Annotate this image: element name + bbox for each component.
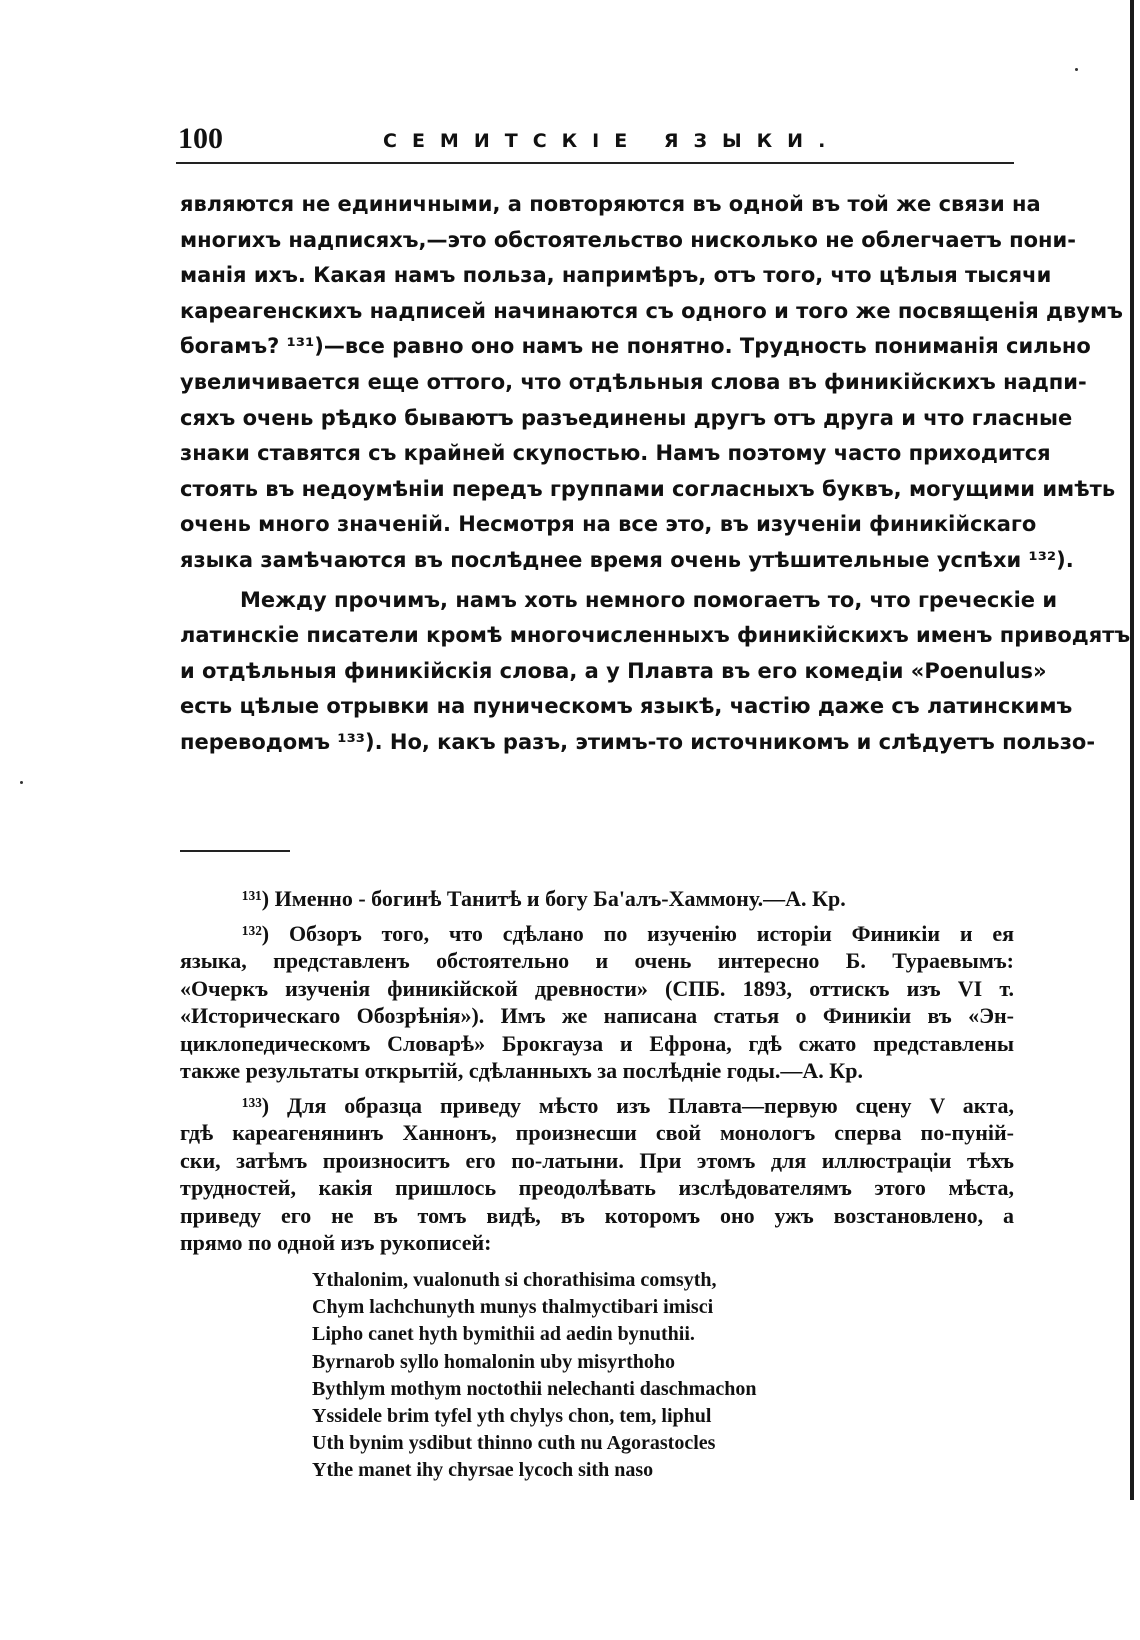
text-line: очень много значеній. Несмотря на все это, въ изученіи финикійскаго	[180, 512, 1037, 537]
text-line: манія ихъ. Какая намъ польза, напримѣръ, отъ того, что цѣлыя тысячи	[180, 263, 1052, 288]
text-line: богамъ? ¹³¹)—все равно оно намъ не понятно. Трудность пониманія сильно	[180, 334, 1091, 359]
page-header	[178, 122, 1008, 162]
text-line: Между прочимъ, намъ хоть немного помогаетъ то, что греческіе и	[240, 587, 1058, 612]
latin-line: Chym lachchunyth munys thalmyctibari imisci	[312, 1296, 714, 1319]
latin-line: Bythlym mothym noctothii nelechanti daschmachon	[312, 1377, 757, 1400]
footnote-line: языка, представленъ обстоятельно и очень интересно Б. Тураевымъ:	[180, 948, 1014, 973]
text-line: кареагенскихъ надписей начинаются съ одного и того же посвященія двумъ	[180, 298, 1123, 323]
footnote-131: ¹³¹) Именно - богинѣ Танитѣ и богу Ба'алъ-Хаммону.—А. Кр.	[242, 886, 846, 911]
latin-line: Ythe manet ihy chyrsae lycoch sith naso	[312, 1459, 654, 1482]
main-text	[180, 187, 1131, 761]
footnote-133: ¹³³) Для образца приведу мѣсто изъ Плавта—первую сцену V акта,	[242, 1092, 1014, 1118]
footnote-line: циклопедическомъ Словарѣ» Брокгауза и Ефрона, гдѣ сжато представлены	[180, 1030, 1014, 1056]
text-line: переводомъ ¹³³). Но, какъ разъ, этимъ-то источникомъ и слѣдуетъ пользо-	[180, 729, 1096, 754]
scan-speck	[1075, 68, 1078, 71]
footnote-line: приведу его не въ томъ видѣ, въ которомъ оно ужъ возстановлено, а	[180, 1202, 1014, 1228]
footnote-line: трудностей, какія пришлось преодолѣвать изслѣдователямъ этого мѣста,	[180, 1175, 1014, 1200]
text-line: и отдѣльныя финикійскія слова, а у Плавта въ его комедіи «Poenulus»	[180, 658, 1047, 683]
text-line: латинскіе писатели кромѣ многочисленныхъ финикійскихъ именъ приводятъ	[180, 623, 1131, 648]
latin-line: Ythalonim, vualonuth si chorathisima comsyth,	[312, 1269, 717, 1291]
latin-line: Yssidele brim tyfel yth chylys chon, tem, liphul	[312, 1405, 712, 1428]
latin-line: Uth bynim ysdibut thinno cuth nu Agorastocles	[312, 1432, 716, 1455]
footnote-line: ски, затѣмъ произноситъ его по-латыни. При этомъ для иллюстраціи тѣхъ	[180, 1147, 1014, 1173]
footnote-line: прямо по одной изъ рукописей:	[180, 1230, 492, 1255]
footnote-line: «Очеркъ изученія финикійской древности» (СПБ. 1893, оттискъ изъ VI т.	[180, 975, 1014, 1001]
text-line: являются не единичными, а повторяются въ одной въ той же связи на	[180, 192, 1041, 216]
footnote-line: «Историческаго Обозрѣнія»). Имъ же написана статья о Финикіи въ «Эн-	[180, 1003, 1014, 1028]
text-line: увеличивается еще оттого, что отдѣльныя слова въ финикійскихъ надпи-	[180, 369, 1087, 394]
footnote-132: ¹³²) Обзоръ того, что сдѣлано по изученію исторіи Финикіи и ея	[242, 920, 1014, 946]
text-line: стоять въ недоумѣніи передъ группами согласныхъ буквъ, могущими имѣть	[180, 476, 1116, 501]
latin-line: Byrnarob syllo homalonin uby misyrthoho	[312, 1350, 676, 1373]
running-title: СЕМИТСКІЕ ЯЗЫКИ.	[383, 130, 841, 152]
header-rule	[176, 162, 1014, 164]
text-line: есть цѣлые отрывки на пуническомъ языкѣ, частію даже съ латинскимъ	[180, 694, 1073, 719]
footnotes	[180, 885, 1014, 1257]
latin-quote	[312, 1267, 756, 1485]
footnote-separator	[180, 850, 290, 852]
footnote-line: также результаты открытій, сдѣланныхъ за послѣдніе годы.—А. Кр.	[180, 1058, 863, 1083]
text-line: знаки ставятся съ крайней скупостью. Намъ поэтому часто приходится	[180, 441, 1051, 466]
page-number: 100	[178, 122, 223, 155]
scan-edge-shadow	[1130, 0, 1134, 1500]
text-line: языка замѣчаются въ послѣднее время очень утѣшительные успѣхи ¹³²).	[180, 547, 1074, 572]
text-line: сяхъ очень рѣдко бываютъ разъединены другъ отъ друга и что гласные	[180, 405, 1073, 430]
text-line: многихъ надписяхъ,—это обстоятельство нисколько не облегчаетъ пони-	[180, 227, 1076, 252]
footnote-line: гдѣ кареагенянинъ Ханнонъ, произнесши свой монологъ сперва по-пуній-	[180, 1120, 1014, 1145]
scan-speck	[20, 781, 23, 784]
latin-line: Lipho canet hyth bymithii ad aedin bynuthii.	[312, 1323, 695, 1346]
